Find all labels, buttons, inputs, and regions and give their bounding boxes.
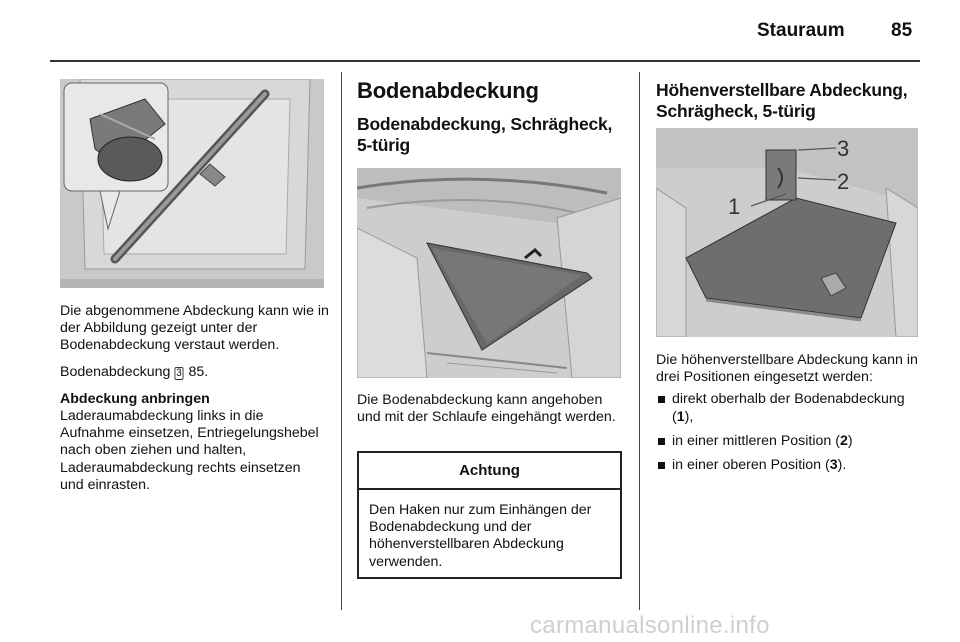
cross-reference-label: Bodenabdeckung [60,363,171,380]
floor-cover-illustration [357,168,621,378]
column-divider [341,72,342,610]
running-header-title: Stauraum [757,20,845,41]
figure-caption: Die abgenommene Abdeckung kann wie in der Abbildung gezeigt unter der Bodenabdeckung verstaut werden. [60,303,329,354]
list-item: in einer oberen Position (3). [656,457,924,474]
figure-adjustable-cover [656,128,918,337]
watermark: carmanualsonline.info [530,612,770,639]
caution-heading: Achtung [359,453,620,490]
arrow-ref-icon: 3 [176,366,183,379]
adjustable-cover-intro: Die höhenverstellbare Abdeckung kann in drei Positionen eingesetzt werden: [656,352,918,386]
attach-cover-instructions: Laderaumabdeckung links in die Aufnahme einsetzen, Entriegelungshebel nach oben ziehen und halten, Laderaumabdeckung rechts einsetzen und einrasten. [60,408,319,493]
cross-reference-page: 85. [188,363,209,380]
caution-text: Den Haken nur zum Einhängen der Bodenabdeckung und der höhenverstellbaren Abdeckung verwenden. [369,502,592,570]
list-item: in einer mittleren Position (2) [656,433,924,450]
page-number: 85 [891,20,913,41]
figure-floor-cover [357,168,621,378]
adjustable-cover-illustration [656,128,918,337]
cargo-cover-illustration [60,79,324,288]
section-title: Bodenabdeckung [357,78,539,103]
subhead-attach-cover: Abdeckung anbringen [60,390,210,407]
callout-3: 3 [837,136,850,161]
column-divider [639,72,640,610]
caution-box [357,451,622,579]
figure-cargo-cover-stowed [60,79,324,288]
callout-1: 1 [728,194,741,219]
callout-2: 2 [837,169,850,194]
subsection-title: Bodenabdeckung, Schrägheck, 5-türig [357,114,613,155]
subsection-title-adjustable: Höhenverstellbare Abdeckung, Schrägheck, 5-türig [656,80,908,121]
header-rule [50,60,920,62]
position-list [656,391,924,474]
floor-cover-description: Die Bodenabdeckung kann angehoben und mit der Schlaufe eingehängt werden. [357,392,616,426]
cross-reference[interactable] [60,364,330,381]
list-item: direkt oberhalb der Bodenabdeckung (1), [656,391,924,425]
